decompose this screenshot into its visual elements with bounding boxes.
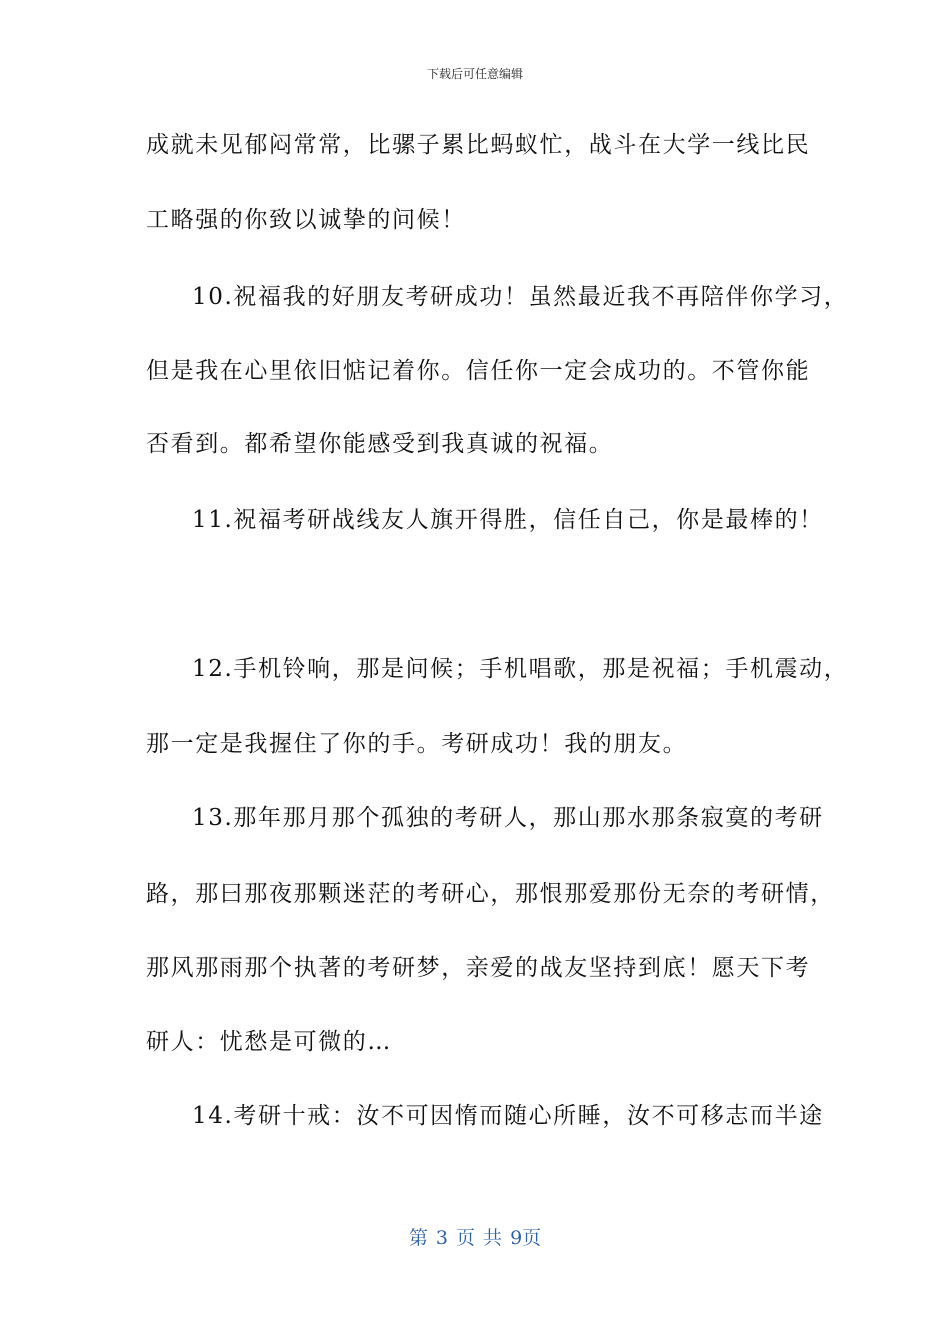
text-line: 10.祝福我的好朋友考研成功！虽然最近我不再陪伴你学习， xyxy=(192,284,849,310)
text-line: 否看到。都希望你能感受到我真诚的祝福。 xyxy=(146,431,614,457)
text-line: 14.考研十戒：汝不可因惰而随心所睡，汝不可移志而半途 xyxy=(192,1103,824,1129)
text-line: 路，那曰那夜那颗迷茫的考研心，那恨那爱那份无奈的考研情， xyxy=(146,881,835,907)
text-line: 成就未见郁闷常常，比骡子累比蚂蚁忙，战斗在大学一线比民 xyxy=(146,132,811,158)
page-header: 下载后可任意编辑 xyxy=(426,67,523,81)
text-line: 研人：忧愁是可微的… xyxy=(146,1029,392,1055)
text-line: 工略强的你致以诚挚的问候！ xyxy=(146,207,466,233)
page-number-footer: 第 3 页 共 9页 xyxy=(408,1227,542,1249)
text-line: 12.手机铃响，那是问候；手机唱歌，那是祝福；手机震动， xyxy=(192,656,849,682)
text-line: 那风那雨那个执著的考研梦，亲爱的战友坚持到底！愿天下考 xyxy=(146,955,811,981)
text-line: 那一定是我握住了你的手。考研成功！我的朋友。 xyxy=(146,731,688,757)
text-line: 但是我在心里依旧惦记着你。信任你一定会成功的。不管你能 xyxy=(146,358,811,384)
text-line: 11.祝福考研战线友人旗开得胜，信任自己，你是最棒的！ xyxy=(192,507,824,533)
text-line: 13.那年那月那个孤独的考研人，那山那水那条寂寞的考研 xyxy=(192,805,824,831)
